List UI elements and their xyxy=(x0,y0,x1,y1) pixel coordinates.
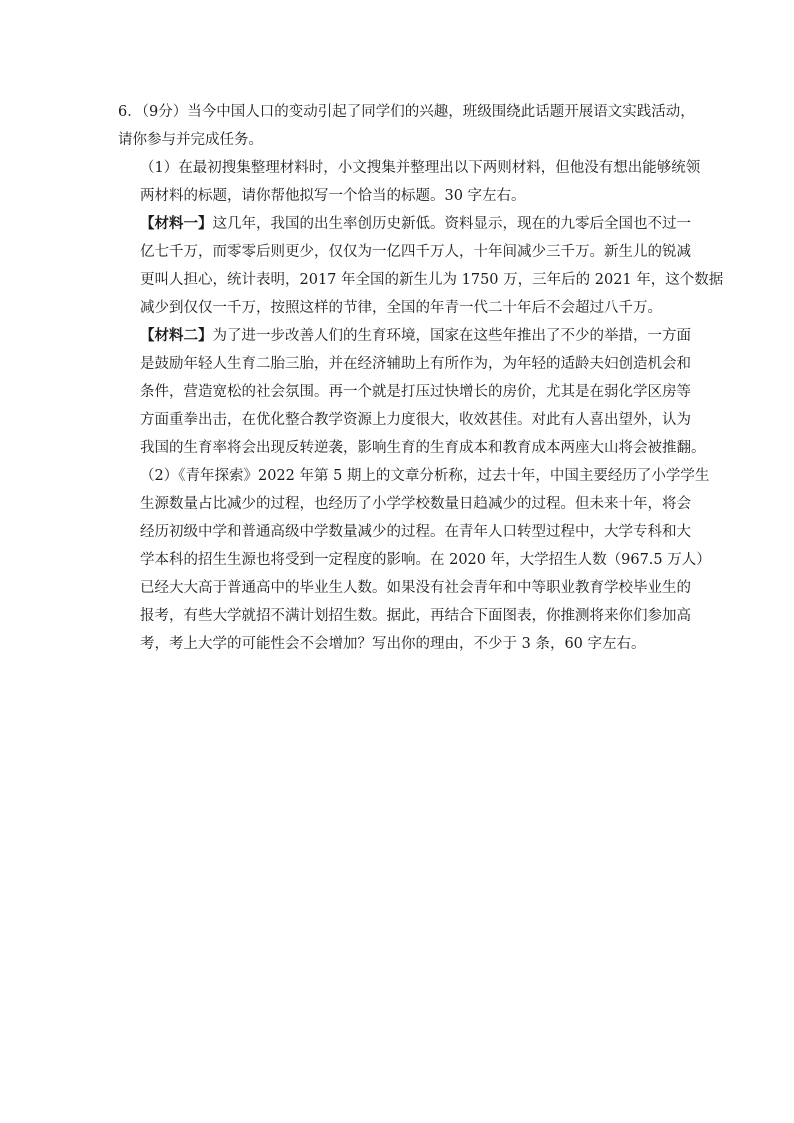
part2-line: 已经大大高于普通高中的毕业生人数。如果没有社会青年和中等职业教育学校毕业生的 xyxy=(140,580,691,596)
part2-line: 报考，有些大学就招不满计划招生数。据此，再结合下面图表，你推测将来你们参加高 xyxy=(140,608,691,624)
material1-line: 更叫人担心，统计表明，2017 年全国的新生儿为 1750 万，三年后的 2021 年，这个数据 xyxy=(140,272,724,288)
material2-label: 【材料二】 xyxy=(140,327,213,344)
part2-line: 考，考上大学的可能性会不会增加？写出你的理由，不少于 3 条，60 字左右。 xyxy=(140,636,646,652)
stem-line: 6．（9分）当今中国人口的变动引起了同学们的兴趣，班级围绕此话题开展语文实践活动， xyxy=(118,104,695,120)
material1-line: 减少到仅仅一千万，按照这样的节律，全国的年青一代二十年后不会超过八千万。 xyxy=(140,300,662,316)
part-2 xyxy=(140,462,711,658)
part1-line: 两材料的标题，请你帮他拟写一个恰当的标题。30 字左右。 xyxy=(140,188,526,204)
material1-label: 【材料一】 xyxy=(140,215,213,232)
material2-first-line xyxy=(140,322,691,350)
part-1 xyxy=(140,154,701,210)
material2-text: 为了进一步改善人们的生育环境，国家在这些年推出了不少的举措，一方面 xyxy=(212,328,691,344)
part2-line: 生源数量占比减少的过程，也经历了小学学校数量日趋减少的过程。但未来十年，将会 xyxy=(140,496,691,512)
part2-line: （2）《青年探索》2022 年第 5 期上的文章分析称，过去十年，中国主要经历了小学学生 xyxy=(140,468,710,484)
material2-line: 我国的生育率将会出现反转逆袭，影响生育的生育成本和教育成本两座大山将会被推翻。 xyxy=(140,440,706,456)
material1-first-line xyxy=(140,210,691,238)
material-2 xyxy=(140,322,706,462)
part1-line: （1）在最初搜集整理材料时，小文搜集并整理出以下两则材料，但他没有想出能够统领 xyxy=(140,160,701,176)
material2-line: 条件，营造宽松的社会氛围。再一个就是打压过快增长的房价，尤其是在弱化学区房等 xyxy=(140,384,691,400)
material2-line: 方面重拳出击，在优化整合教学资源上力度很大，收效甚佳。对此有人喜出望外，认为 xyxy=(140,412,691,428)
part2-line: 经历初级中学和普通高级中学数量减少的过程。在青年人口转型过程中，大学专科和大 xyxy=(140,524,691,540)
material1-text: 这几年，我国的出生率创历史新低。资料显示，现在的九零后全国也不过一 xyxy=(212,216,691,232)
material2-line: 是鼓励年轻人生育二胎三胎，并在经济辅助上有所作为，为年轻的适龄夫妇创造机会和 xyxy=(140,356,691,372)
stem-line: 请你参与并完成任务。 xyxy=(118,132,263,148)
material-1 xyxy=(140,210,724,322)
question-stem xyxy=(118,98,695,154)
question-6 xyxy=(118,98,724,658)
material1-line: 亿七千万，而零零后则更少，仅仅为一亿四千万人，十年间减少三千万。新生儿的锐减 xyxy=(140,244,691,260)
part2-line: 学本科的招生生源也将受到一定程度的影响。在 2020 年，大学招生人数（967.5 万人） xyxy=(140,552,711,568)
